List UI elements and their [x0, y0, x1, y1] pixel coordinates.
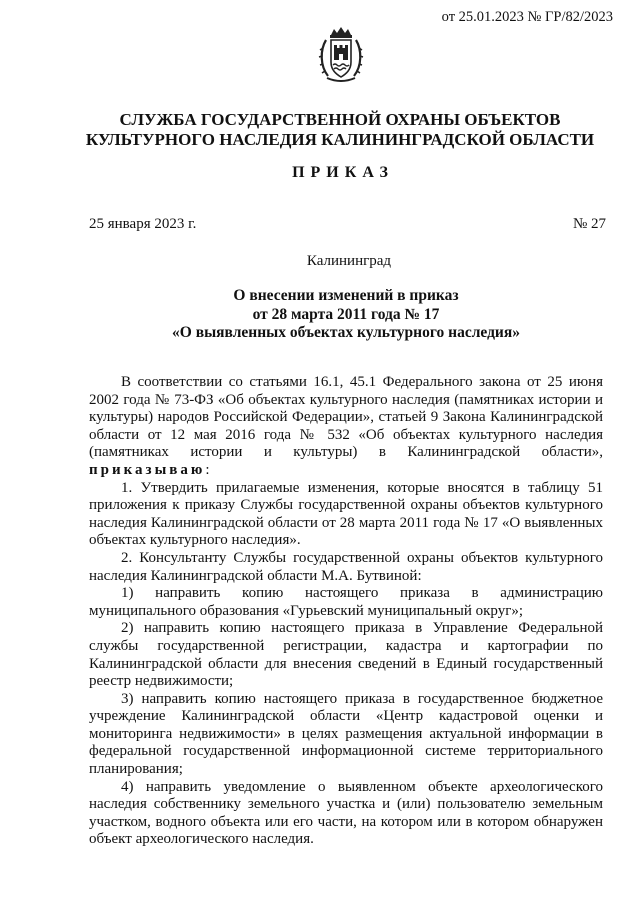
preamble-paragraph — [89, 374, 603, 480]
preamble-order-word: приказываю — [89, 461, 206, 478]
order-title — [0, 287, 640, 343]
list-item: 1) направить копию настоящего приказа в администрацию муниципального образования «Гурьевский муниципальный округ»; — [89, 585, 603, 619]
list-item: 3) направить копию настоящего приказа в государственное бюджетное учреждение Калининградской области «Центр кадастровой оценки и мониторинга недвижимости» в целях размещения актуальной информации в федеральной государственной информационной системе территориального планирования; — [89, 690, 603, 778]
list-item: 2. Консультанту Службы государственной охраны объектов культурного наследия Калининградской области М.А. Бутвиной: — [89, 549, 603, 584]
order-body — [89, 374, 603, 849]
organization-line-1: СЛУЖБА ГОСУДАРСТВЕННОЙ ОХРАНЫ ОБЪЕКТОВ — [119, 110, 561, 129]
preamble-end: : — [205, 461, 210, 478]
coat-of-arms-icon — [318, 26, 364, 84]
order-number: № 27 — [572, 216, 606, 232]
organization-name — [0, 110, 640, 150]
list-item: 4) направить уведомление о выявленном объекте археологического наследия собственнику земельного участка и (или) пользователю земельным участком, водного объекта или его части, на котором или в котором обнаружен объект археологического наследия. — [89, 778, 603, 848]
order-title-line-1: О внесении изменений в приказ — [233, 287, 459, 304]
list-item: 1. Утвердить прилагаемые изменения, которые вносятся в таблицу 51 приложения к приказу Службы государственной охраны объектов культурного наследия Калининградской области от 28 марта 2011 года № 17 «О выявленных объектах культурного наследия». — [89, 479, 603, 549]
document-type: ПРИКАЗ — [292, 164, 394, 181]
registration-number: от 25.01.2023 № ГР/82/2023 — [441, 9, 613, 25]
preamble-text: В соответствии со статьями 16.1, 45.1 Федерального закона от 25 июня 2002 года № 73-ФЗ «Об объектах культурного наследия (памятниках истории и культуры) народов Российской Федерации», статьей 9 Закона Калининградской области от 12 мая 2016 года № 532 «Об объектах культурного наследия (памятниках истории и культуры) в Калининградской области», — [89, 374, 603, 461]
order-date: 25 января 2023 г. — [89, 216, 197, 232]
order-title-line-2: от 28 марта 2011 года № 17 — [252, 305, 440, 323]
list-item: 2) направить копию настоящего приказа в Управление Федеральной службы государственной регистрации, кадастра и картографии по Калининградской области для внесения сведений в Единый государственный реестр недвижимости; — [89, 620, 603, 690]
city: Калининград — [306, 253, 392, 269]
organization-line-2: КУЛЬТУРНОГО НАСЛЕДИЯ КАЛИНИНГРАДСКОЙ ОБЛАСТИ — [85, 130, 595, 149]
order-title-line-3: «О выявленных объектах культурного наследия» — [172, 324, 520, 341]
